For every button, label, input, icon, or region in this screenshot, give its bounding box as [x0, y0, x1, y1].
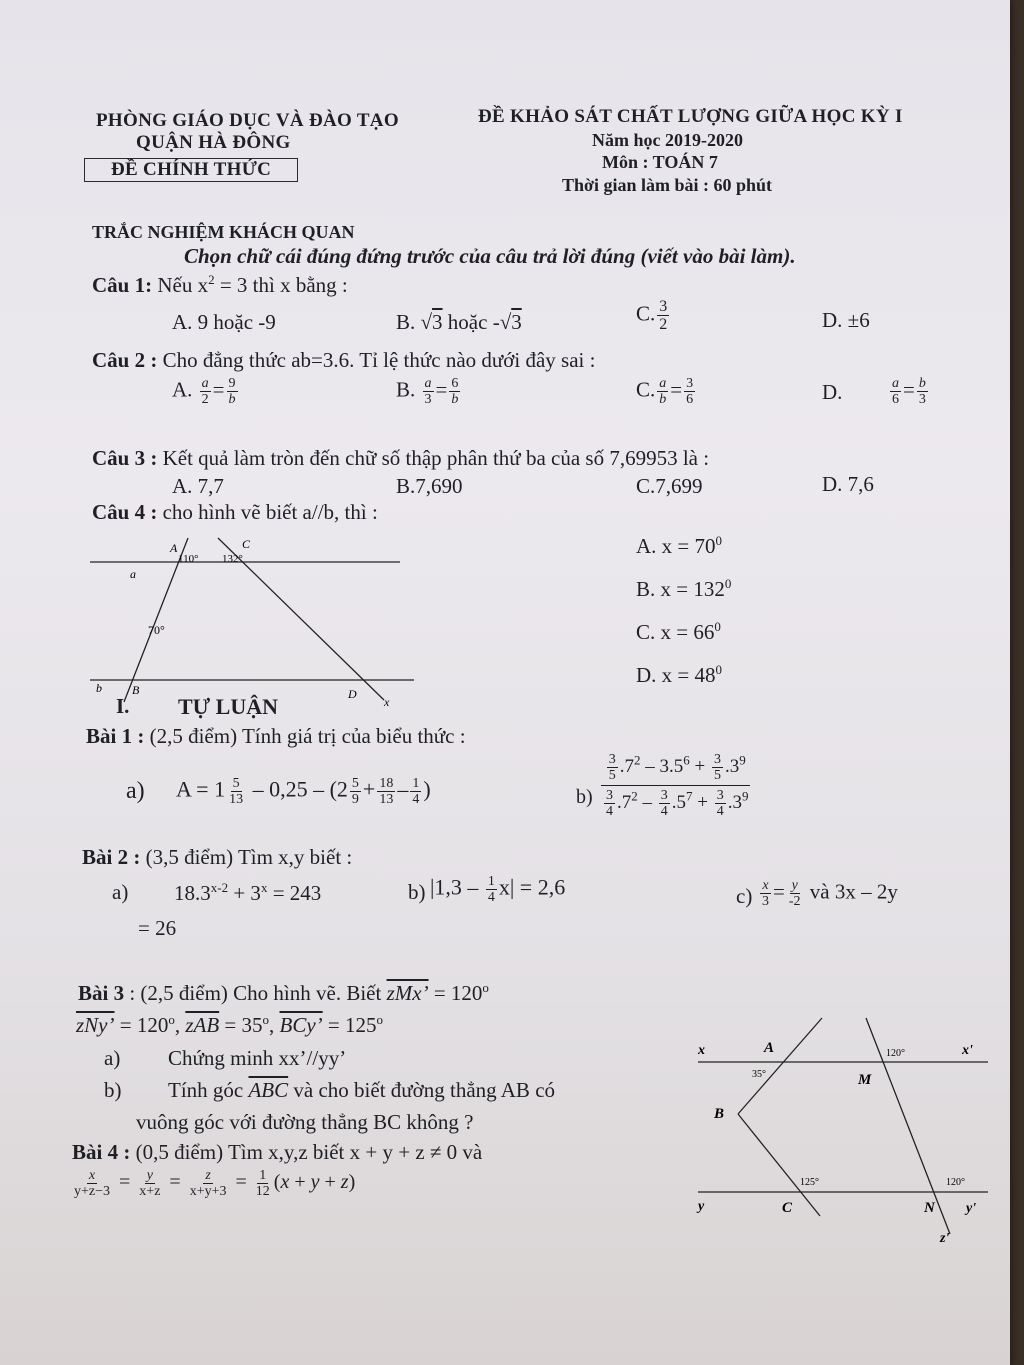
problem-1 — [86, 724, 466, 749]
svg-text:x: x — [698, 1043, 705, 1058]
question-label: Câu 1: — [92, 273, 153, 297]
svg-text:70°: 70° — [148, 623, 165, 637]
problem-2 — [82, 845, 352, 870]
section-instruction: Chọn chữ cái đúng đứng trước của câu trả lời đúng (viết vào bài làm). — [184, 244, 796, 268]
problem-2b-label: b) — [408, 880, 426, 904]
problem-3b-label: b) — [104, 1078, 122, 1102]
question-4 — [92, 500, 378, 525]
svg-text:x: x — [384, 695, 390, 709]
section-essay-number: I. — [116, 694, 130, 718]
svg-text:x': x' — [962, 1043, 973, 1058]
question-text: Kết quả làm tròn đến chữ số thập phân thứ ba của số 7,69953 là : — [162, 446, 710, 470]
svg-text:y: y — [698, 1199, 705, 1214]
svg-text:D: D — [348, 687, 357, 701]
problem-2a-label: a) — [112, 880, 129, 904]
exam-title: ĐỀ KHẢO SÁT CHẤT LƯỢNG GIỮA HỌC KỲ I — [478, 106, 903, 127]
svg-text:M: M — [858, 1072, 872, 1088]
q4-option-c: C. $x = 66^0$ — [636, 619, 721, 644]
svg-text:a: a — [130, 567, 136, 581]
svg-text:y': y' — [966, 1201, 977, 1216]
problem-text: : (2,5 điểm) Cho hình vẽ. Biết — [129, 981, 382, 1005]
q3-option-d: D. 7,6 — [822, 472, 874, 496]
question-label: Câu 4 : — [92, 500, 158, 524]
svg-text:N: N — [924, 1200, 935, 1216]
problem-3b-text: Tính góc $\overline{ABC}$ và cho biết đường thẳng AB có — [168, 1078, 556, 1102]
problem-4 — [72, 1140, 482, 1165]
q1-option-b: B. √3 hoặc -√3 — [396, 310, 522, 334]
q3-option-c: C.7,699 — [636, 474, 703, 498]
problem-2b-equation: |1,3 – $\frac{1}{4}$ x| = 2,6 — [430, 874, 566, 905]
svg-text:A: A — [170, 541, 178, 555]
problem-text: (3,5 điểm) Tìm x,y biết : — [145, 845, 353, 869]
problem-label: Bài 4 : — [72, 1140, 131, 1164]
svg-text:b: b — [96, 681, 102, 695]
problem-2c-continuation: = 26 — [138, 916, 177, 940]
q4-option-b: B. $x = 132^0$ — [636, 576, 732, 601]
question-3 — [92, 446, 709, 471]
q2-option-b: B. $\frac{a}{3}$ = $\frac{6}{b}$ — [396, 376, 459, 407]
q2-option-c: C. $\frac{a}{b}$ = $\frac{3}{6}$ — [636, 376, 694, 407]
problem-1b-label: b) — [576, 786, 593, 808]
problem-4-equation: $\frac{x}{y+z-3}$ = $\frac{y}{x+z}$ = $\frac{z}{x+y+3}$ = $\frac{1}{12}$ (x + y + z) — [74, 1168, 356, 1199]
q1-option-c: C. $\frac{3}{2}$ — [636, 298, 668, 333]
svg-text:A: A — [764, 1040, 775, 1056]
problem-3-angles: zNy’ = $120^o$, $\overline{zAB} = 35^o$, BCy’ = $125^o$ — [76, 1012, 384, 1037]
problem-label: Bài 3 — [78, 981, 125, 1005]
svg-text:132°: 132° — [222, 553, 243, 565]
svg-text:C: C — [782, 1200, 793, 1216]
question-text: Nếu $x^2 = 3$ thì x bằng : — [157, 272, 348, 297]
svg-text:35°: 35° — [752, 1069, 766, 1080]
department-name: PHÒNG GIÁO DỤC VÀ ĐÀO TẠO — [96, 110, 399, 131]
q2-option-d-fraction: $\frac{a}{6}$ = $\frac{b}{3}$ — [892, 376, 926, 407]
problem-label: Bài 2 : — [82, 845, 141, 869]
district-name: QUẬN HÀ ĐÔNG — [136, 132, 291, 153]
svg-text:120°: 120° — [886, 1048, 905, 1059]
problem-text: (2,5 điểm) Tính giá trị của biểu thức : — [149, 724, 466, 748]
question-text: Cho đẳng thức ab=3.6. Tỉ lệ thức nào dưới đây sai : — [162, 348, 596, 372]
problem-2c-equation: $\frac{x}{3}$ = $\frac{y}{-2}$ và 3x – 2y — [762, 878, 898, 909]
svg-text:B: B — [132, 683, 140, 697]
q3-option-a: A. 7,7 — [172, 474, 224, 498]
svg-text:125°: 125° — [800, 1177, 819, 1188]
svg-text:120°: 120° — [946, 1177, 965, 1188]
question-1 — [92, 272, 348, 298]
q4-option-a: A. $x = 70^0$ — [636, 533, 723, 558]
parallel-lines-figure — [84, 532, 434, 712]
problem-text: (0,5 điểm) Tìm x,y,z biết x + y + z ≠ 0 và — [135, 1140, 483, 1164]
q2-option-d: D. — [822, 380, 843, 404]
school-year: Năm học 2019-2020 — [592, 130, 743, 150]
problem-2a-equation: $18.3^{x-2} + 3^x = 243$ — [174, 880, 322, 905]
angles-figure — [690, 1010, 1000, 1250]
question-label: Câu 2 : — [92, 348, 158, 372]
question-label: Câu 3 : — [92, 446, 158, 470]
problem-3: Bài 3 : (2,5 điểm) Cho hình vẽ. Biết zMx’ = $120^o$ — [78, 980, 489, 1005]
svg-text:z': z' — [940, 1231, 950, 1246]
svg-text:C: C — [242, 537, 251, 551]
question-text: cho hình vẽ biết a//b, thì : — [162, 500, 378, 524]
q4-option-d: D. $x = 48^0$ — [636, 662, 723, 687]
problem-3a-text: Chứng minh xx’//yy’ — [168, 1046, 347, 1070]
subject: Môn : TOÁN 7 — [602, 152, 718, 172]
problem-3a-label: a) — [104, 1046, 121, 1070]
section-essay-title: TỰ LUẬN — [178, 694, 279, 719]
problem-1b-expression: $\frac{3}{5}$ $.7^2 - 3.5^6$ + $\frac{3}{5}$ $.3^9$ $\frac{3}{4}$ $.7^2$ – $\frac{3}{4}$ $.5^7$ + $\frac{3}{4}$ $.3^9$ — [598, 752, 752, 819]
problem-label: Bài 1 : — [86, 724, 145, 748]
problem-3b-text-cont: vuông góc với đường thẳng BC không ? — [136, 1110, 474, 1134]
question-2 — [92, 348, 595, 373]
q2-option-a: A. $\frac{a}{2}$ = $\frac{9}{b}$ — [172, 376, 236, 407]
problem-2c-label: c) — [736, 884, 753, 908]
problem-1a-label: a) — [126, 778, 145, 804]
section-multiple-choice-title: TRẮC NGHIỆM KHÁCH QUAN — [92, 222, 355, 242]
problem-1a-expression: A = 1 $\frac{5}{13}$ – 0,25 – (2 $\frac{5}{9}$ + $\frac{18}{13}$ – $\frac{1}{4}$ ) — [176, 776, 431, 807]
svg-text:110°: 110° — [178, 553, 199, 565]
svg-text:B: B — [714, 1106, 725, 1122]
q1-option-a: A. 9 hoặc -9 — [172, 310, 276, 334]
q1-option-d: D. ±6 — [822, 308, 870, 332]
duration: Thời gian làm bài : 60 phút — [562, 175, 773, 195]
q3-option-b: B.7,690 — [396, 474, 463, 498]
official-exam-box: ĐỀ CHÍNH THỨC — [84, 158, 298, 182]
